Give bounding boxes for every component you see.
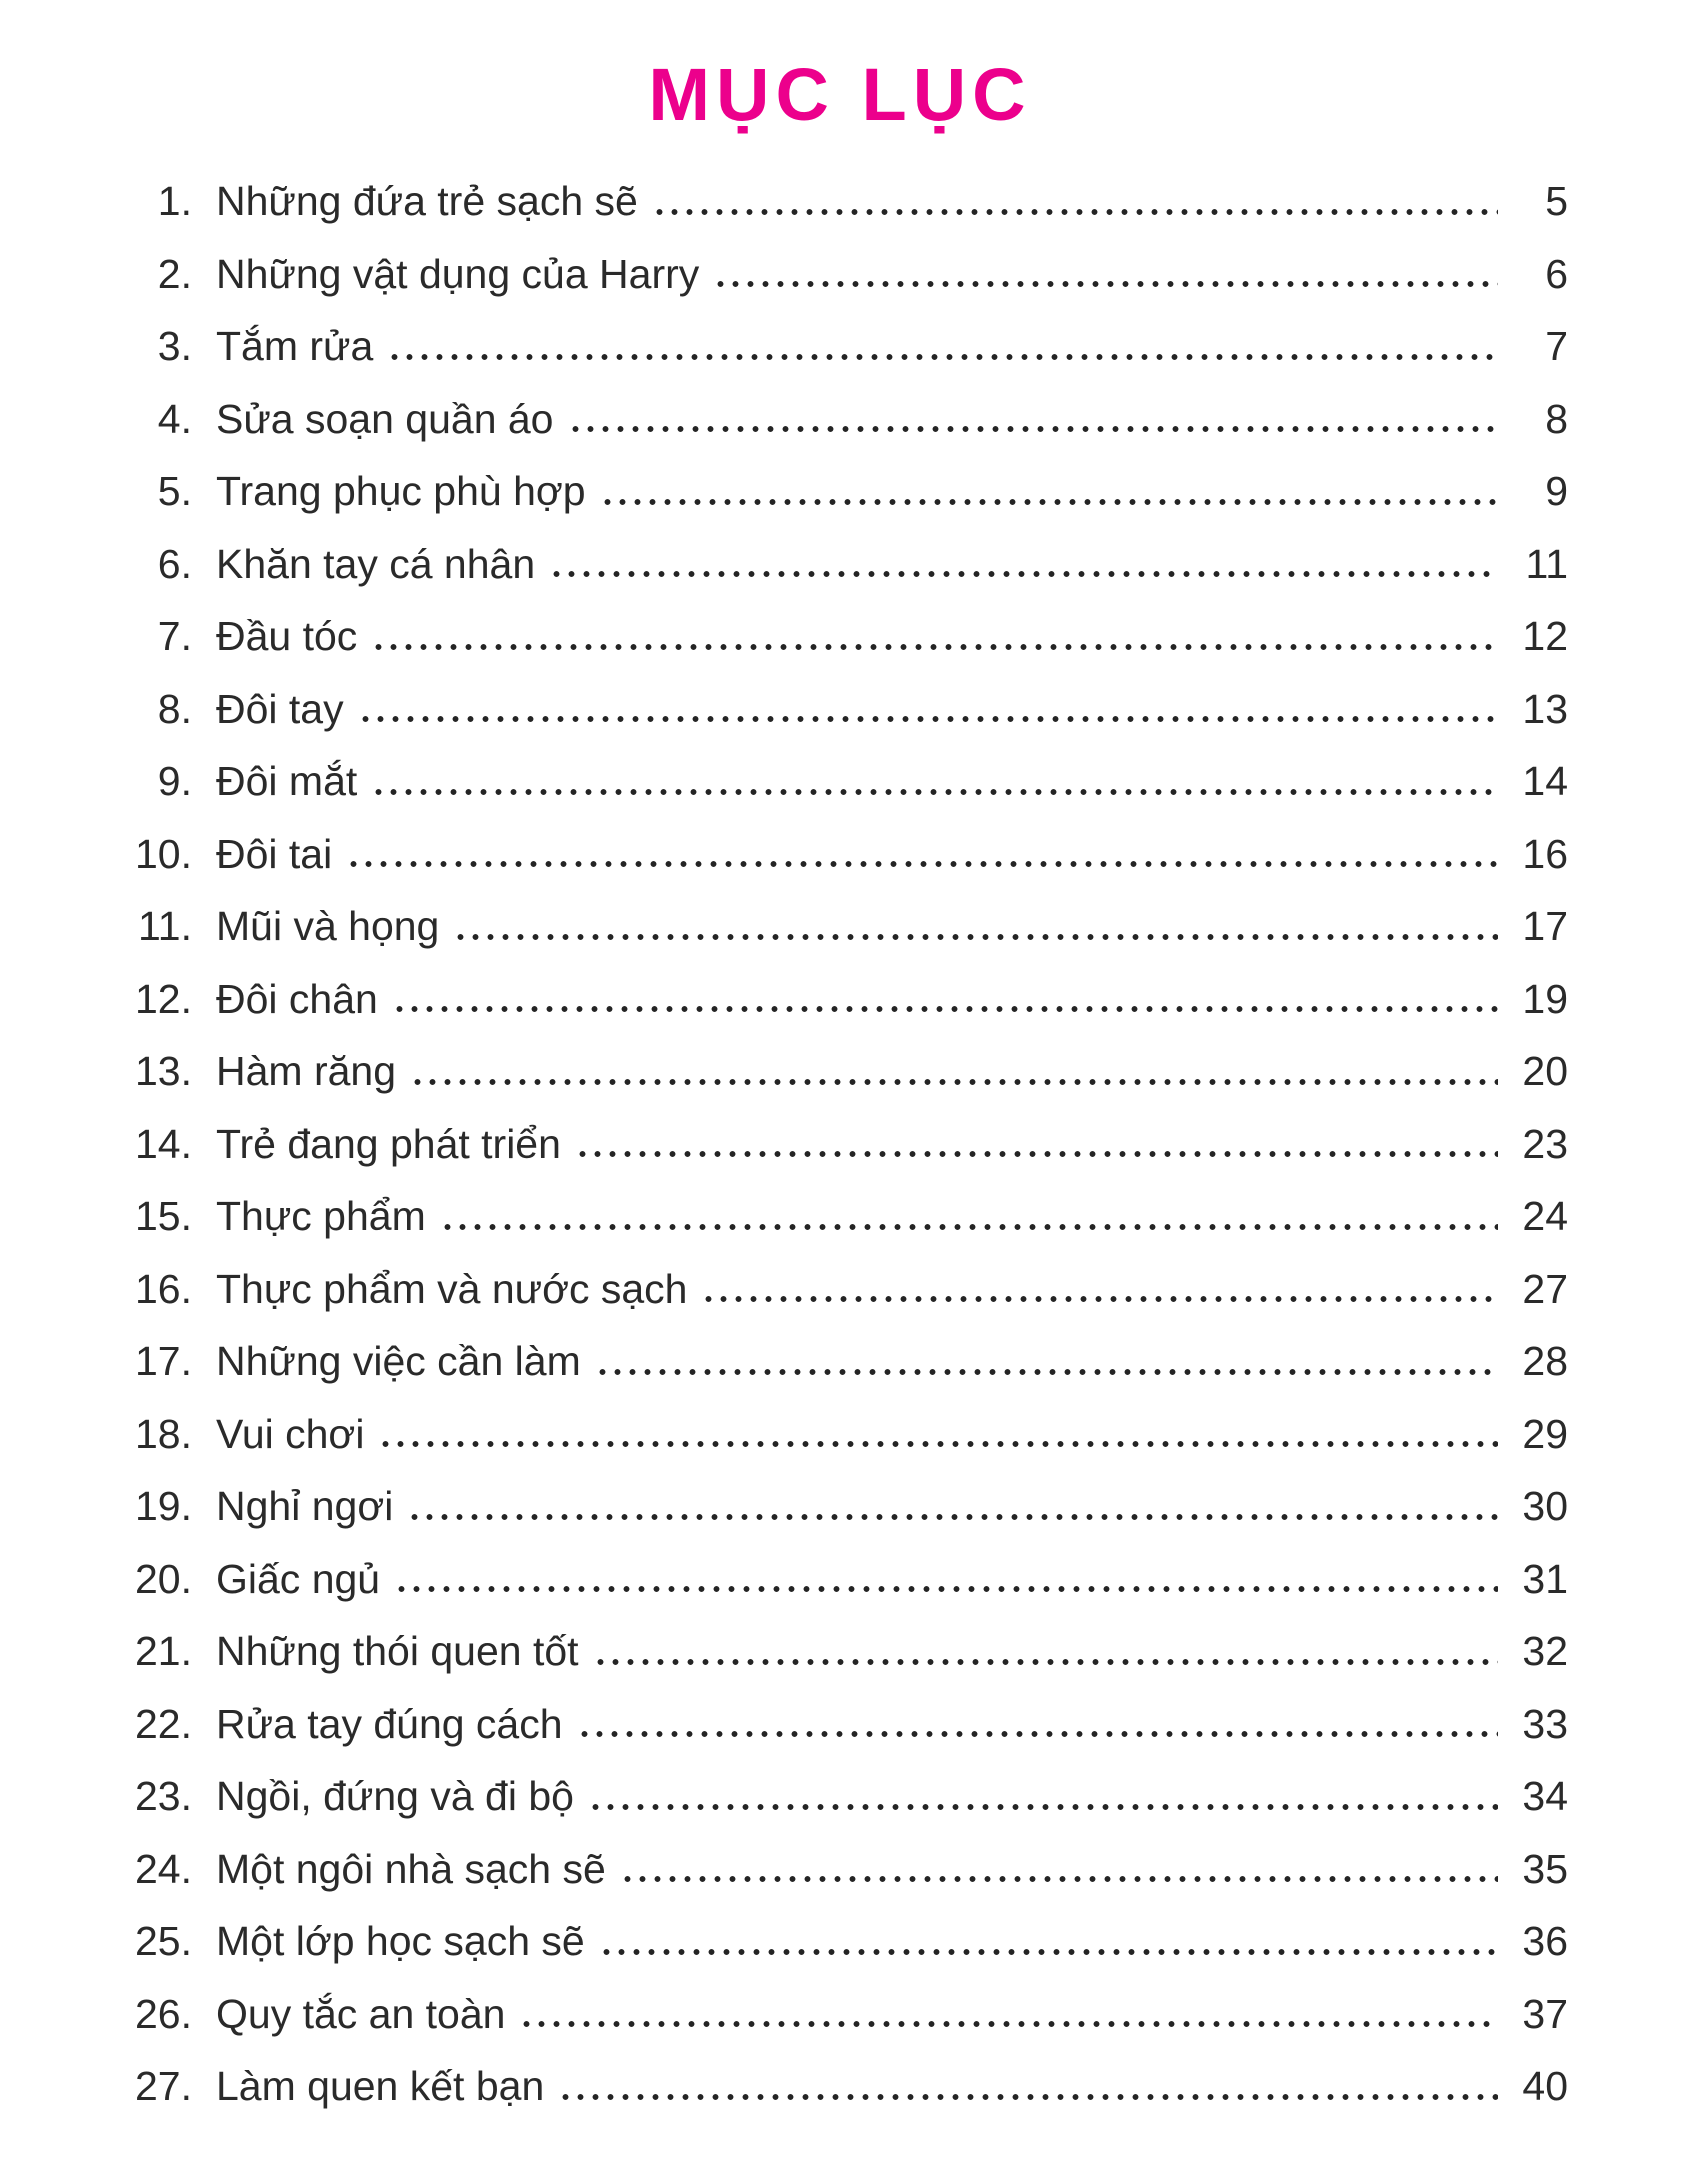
entry-title: Khăn tay cá nhân bbox=[216, 540, 536, 587]
dot-leader bbox=[701, 1253, 1498, 1326]
dot-leader bbox=[371, 600, 1498, 673]
entry-title: Những vật dụng của Harry bbox=[216, 250, 700, 297]
entry-page: 8 bbox=[1545, 395, 1568, 442]
toc-entry bbox=[112, 1180, 1568, 1253]
entry-page: 17 bbox=[1522, 903, 1568, 950]
entry-page: 13 bbox=[1522, 685, 1568, 732]
entry-title: Trang phục phù hợp bbox=[216, 468, 586, 515]
entry-page: 6 bbox=[1545, 250, 1568, 297]
entry-title: Đôi chân bbox=[216, 975, 378, 1022]
toc-entry bbox=[112, 383, 1568, 456]
toc-entry bbox=[112, 673, 1568, 746]
toc-entry bbox=[112, 963, 1568, 1036]
toc-entry bbox=[112, 745, 1568, 818]
entry-page: 11 bbox=[1525, 540, 1568, 587]
toc-entry bbox=[112, 1978, 1568, 2051]
entry-title: Tắm rửa bbox=[216, 323, 374, 370]
entry-page: 14 bbox=[1522, 758, 1568, 805]
entry-title: Quy tắc an toàn bbox=[216, 1990, 506, 2037]
dot-leader bbox=[652, 165, 1498, 238]
entry-number: 18. bbox=[135, 1410, 192, 1457]
entry-number: 26. bbox=[135, 1990, 192, 2037]
entry-title: Đôi mắt bbox=[216, 758, 358, 805]
entry-title: Nghỉ ngơi bbox=[216, 1483, 394, 1530]
entry-number: 12. bbox=[135, 975, 192, 1022]
dot-leader bbox=[392, 963, 1498, 1036]
toc-entry bbox=[112, 1905, 1568, 1978]
entry-number: 11. bbox=[138, 903, 192, 950]
entry-number: 16. bbox=[135, 1265, 192, 1312]
entry-number: 5. bbox=[157, 468, 192, 515]
entry-number: 24. bbox=[135, 1845, 192, 1892]
entry-page: 9 bbox=[1545, 468, 1568, 515]
entry-number: 27. bbox=[135, 2063, 192, 2110]
dot-leader bbox=[568, 383, 1499, 456]
entry-number: 25. bbox=[135, 1918, 192, 1965]
dot-leader bbox=[407, 1470, 1498, 1543]
dot-leader bbox=[599, 1905, 1498, 1978]
toc-entry bbox=[112, 1035, 1568, 1108]
entry-title: Thực phẩm và nước sạch bbox=[216, 1265, 688, 1312]
entry-title: Thực phẩm bbox=[216, 1193, 426, 1240]
dot-leader bbox=[440, 1180, 1498, 1253]
dot-leader bbox=[575, 1108, 1498, 1181]
toc-entry bbox=[112, 2050, 1568, 2123]
entry-title: Đầu tóc bbox=[216, 613, 358, 660]
toc-entry bbox=[112, 1543, 1568, 1616]
entry-title: Một ngôi nhà sạch sẽ bbox=[216, 1845, 606, 1892]
entry-title: Những thói quen tốt bbox=[216, 1628, 579, 1675]
toc-entry bbox=[112, 455, 1568, 528]
toc-list bbox=[112, 165, 1568, 2123]
dot-leader bbox=[593, 1615, 1498, 1688]
entry-number: 17. bbox=[135, 1338, 192, 1385]
entry-page: 5 bbox=[1545, 178, 1568, 225]
toc-entry bbox=[112, 165, 1568, 238]
entry-title: Làm quen kết bạn bbox=[216, 2063, 545, 2110]
entry-page: 24 bbox=[1522, 1193, 1568, 1240]
entry-page: 34 bbox=[1522, 1773, 1568, 1820]
entry-page: 31 bbox=[1522, 1555, 1568, 1602]
entry-page: 29 bbox=[1522, 1410, 1568, 1457]
entry-title: Mũi và họng bbox=[216, 903, 440, 950]
dot-leader bbox=[620, 1833, 1498, 1906]
entry-number: 21. bbox=[135, 1628, 192, 1675]
entry-page: 37 bbox=[1522, 1990, 1568, 2037]
entry-page: 32 bbox=[1522, 1628, 1568, 1675]
dot-leader bbox=[558, 2050, 1498, 2123]
entry-number: 8. bbox=[157, 685, 192, 732]
entry-title: Sửa soạn quần áo bbox=[216, 395, 554, 442]
toc-entry bbox=[112, 528, 1568, 601]
entry-page: 28 bbox=[1522, 1338, 1568, 1385]
entry-page: 12 bbox=[1522, 613, 1568, 660]
entry-number: 6. bbox=[157, 540, 192, 587]
entry-number: 13. bbox=[135, 1048, 192, 1095]
entry-page: 23 bbox=[1522, 1120, 1568, 1167]
entry-page: 35 bbox=[1522, 1845, 1568, 1892]
entry-page: 7 bbox=[1545, 323, 1568, 370]
toc-entry bbox=[112, 1760, 1568, 1833]
dot-leader bbox=[549, 528, 1498, 601]
toc-entry bbox=[112, 890, 1568, 963]
dot-leader bbox=[453, 890, 1498, 963]
entry-number: 9. bbox=[157, 758, 192, 805]
entry-title: Trẻ đang phát triển bbox=[216, 1120, 561, 1167]
entry-page: 19 bbox=[1522, 975, 1568, 1022]
entry-title: Vui chơi bbox=[216, 1410, 365, 1457]
entry-page: 33 bbox=[1522, 1700, 1568, 1747]
toc-entry bbox=[112, 1253, 1568, 1326]
dot-leader bbox=[588, 1760, 1498, 1833]
entry-title: Một lớp học sạch sẽ bbox=[216, 1918, 585, 1965]
dot-leader bbox=[595, 1325, 1498, 1398]
entry-number: 23. bbox=[135, 1773, 192, 1820]
entry-number: 3. bbox=[157, 323, 192, 370]
toc-entry bbox=[112, 1108, 1568, 1181]
toc-entry bbox=[112, 1833, 1568, 1906]
entry-number: 20. bbox=[135, 1555, 192, 1602]
toc-entry bbox=[112, 1398, 1568, 1471]
toc-entry bbox=[112, 1615, 1568, 1688]
dot-leader bbox=[387, 310, 1498, 383]
dot-leader bbox=[577, 1688, 1498, 1761]
entry-page: 40 bbox=[1522, 2063, 1568, 2110]
toc-entry bbox=[112, 600, 1568, 673]
dot-leader bbox=[410, 1035, 1498, 1108]
dot-leader bbox=[371, 745, 1498, 818]
entry-number: 7. bbox=[157, 613, 192, 660]
entry-number: 2. bbox=[157, 250, 192, 297]
toc-entry bbox=[112, 310, 1568, 383]
entry-number: 19. bbox=[135, 1483, 192, 1530]
entry-number: 1. bbox=[157, 178, 192, 225]
entry-number: 14. bbox=[135, 1120, 192, 1167]
entry-page: 30 bbox=[1522, 1483, 1568, 1530]
dot-leader bbox=[378, 1398, 1498, 1471]
dot-leader bbox=[713, 238, 1498, 311]
toc-entry bbox=[112, 238, 1568, 311]
entry-page: 36 bbox=[1522, 1918, 1568, 1965]
entry-title: Đôi tai bbox=[216, 830, 333, 877]
toc-entry bbox=[112, 818, 1568, 891]
entry-number: 22. bbox=[135, 1700, 192, 1747]
entry-page: 27 bbox=[1522, 1265, 1568, 1312]
entry-title: Đôi tay bbox=[216, 685, 344, 732]
toc-entry bbox=[112, 1470, 1568, 1543]
entry-title: Giấc ngủ bbox=[216, 1555, 381, 1602]
page-title: MỤC LỤC bbox=[648, 53, 1032, 136]
entry-title: Những việc cần làm bbox=[216, 1338, 581, 1385]
entry-title: Rửa tay đúng cách bbox=[216, 1700, 563, 1747]
dot-leader bbox=[346, 818, 1498, 891]
entry-number: 15. bbox=[135, 1193, 192, 1240]
dot-leader bbox=[358, 673, 1498, 746]
entry-title: Những đứa trẻ sạch sẽ bbox=[216, 178, 638, 225]
dot-leader bbox=[394, 1543, 1498, 1616]
entry-title: Hàm răng bbox=[216, 1048, 397, 1095]
entry-page: 16 bbox=[1522, 830, 1568, 877]
toc-entry bbox=[112, 1325, 1568, 1398]
entry-page: 20 bbox=[1522, 1048, 1568, 1095]
toc-entry bbox=[112, 1688, 1568, 1761]
entry-number: 4. bbox=[157, 395, 192, 442]
dot-leader bbox=[519, 1978, 1498, 2051]
entry-title: Ngồi, đứng và đi bộ bbox=[216, 1773, 574, 1820]
entry-number: 10. bbox=[135, 830, 192, 877]
dot-leader bbox=[600, 455, 1498, 528]
